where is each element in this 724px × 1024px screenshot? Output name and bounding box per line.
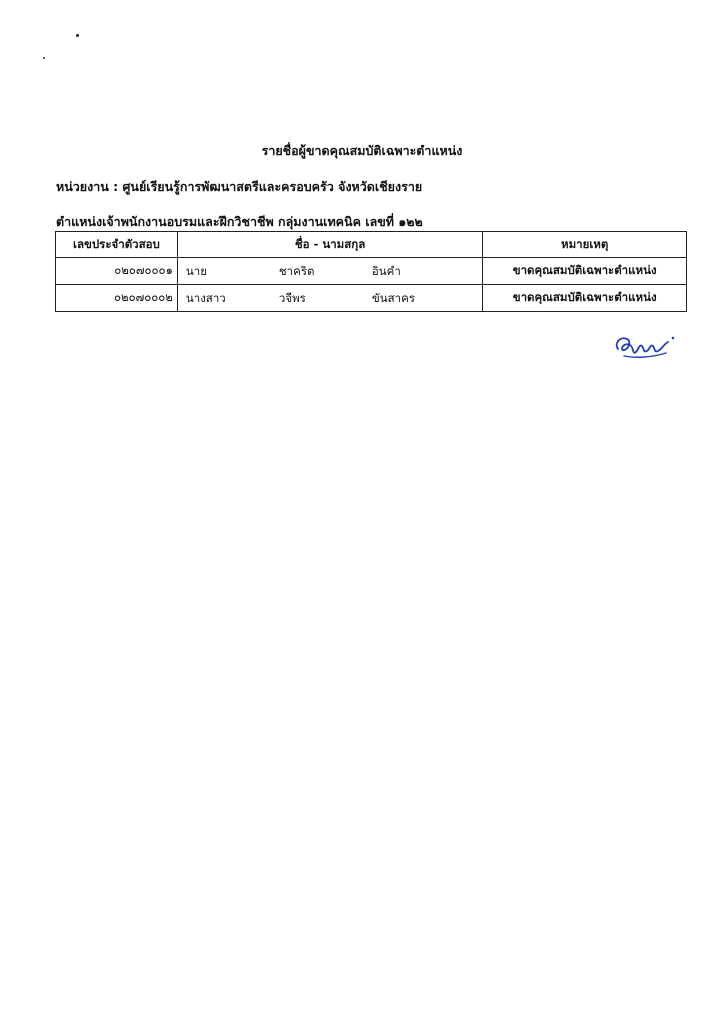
name-cell [177, 285, 482, 312]
table-row [56, 258, 687, 285]
last-name: ขันสาคร [371, 291, 415, 305]
signature-mark [612, 331, 678, 361]
table-header-row [56, 232, 687, 258]
exam-id: ๐๒๐๗๐๐๐๒ [56, 285, 178, 312]
name-prefix: นาย [185, 264, 207, 278]
roster-table [55, 231, 687, 312]
position-line: ตำแหน่งเจ้าพนักงานอบรมและฝึกวิชาชีพ กลุ่มงานเทคนิค เลขที่ ๑๒๒ [56, 214, 423, 229]
header-id: เลขประจำตัวสอบ [56, 232, 178, 258]
first-name: วจีพร [278, 291, 306, 305]
name-cell [177, 258, 482, 285]
scan-speck [76, 34, 79, 37]
header-name: ชื่อ - นามสกุล [177, 232, 482, 258]
remark: ขาดคุณสมบัติเฉพาะตำแหน่ง [483, 285, 687, 312]
table-row [56, 285, 687, 312]
unit-line: หน่วยงาน : ศูนย์เรียนรู้การพัฒนาสตรีและครอบครัว จังหวัดเชียงราย [56, 179, 423, 194]
exam-id: ๐๒๐๗๐๐๐๑ [56, 258, 178, 285]
name-prefix: นางสาว [185, 291, 226, 305]
first-name: ชาคริต [278, 264, 315, 278]
header-note: หมายเหตุ [483, 232, 687, 258]
document-title: รายชื่อผู้ขาดคุณสมบัติเฉพาะตำแหน่ง [261, 143, 463, 158]
remark: ขาดคุณสมบัติเฉพาะตำแหน่ง [483, 258, 687, 285]
last-name: อินคำ [371, 264, 401, 278]
scan-speck [43, 57, 45, 59]
